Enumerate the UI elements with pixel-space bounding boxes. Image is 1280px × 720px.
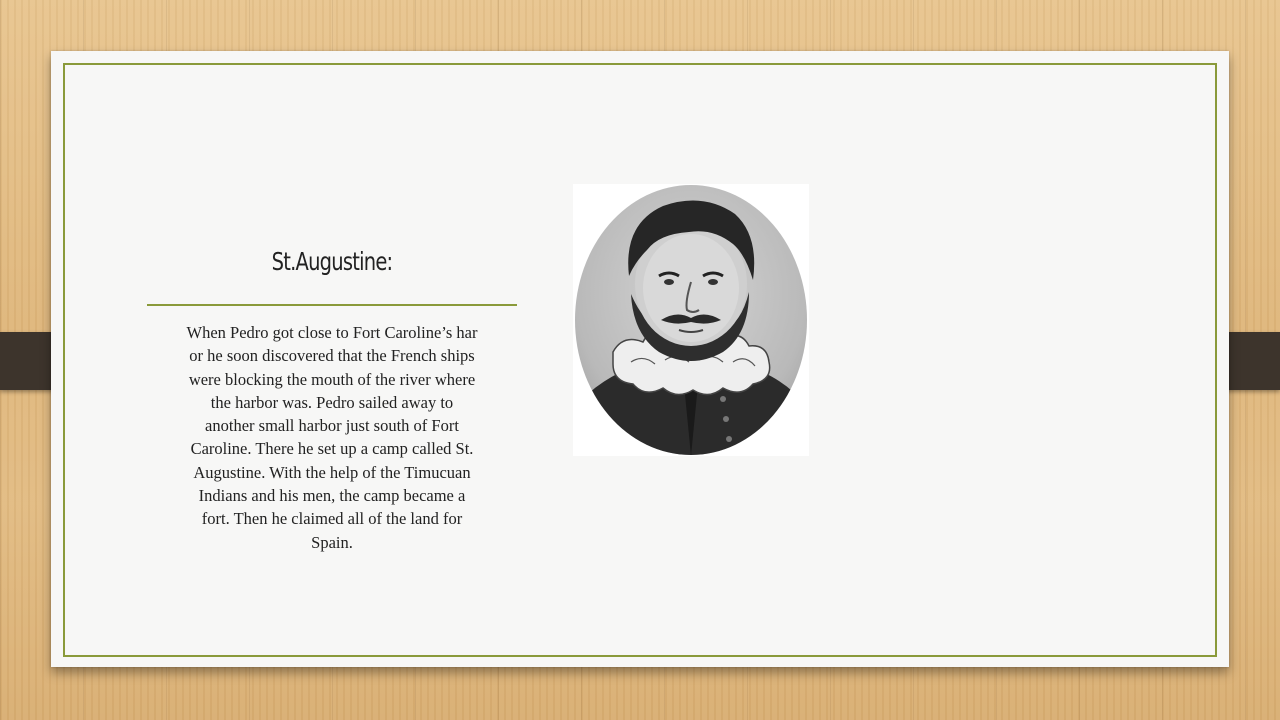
slide-title: St.Augustine: [271,247,393,276]
portrait-engraving [573,184,809,456]
title-divider [147,304,517,306]
slide [51,51,1229,667]
portrait-image [573,184,809,456]
slide-body-text: When Pedro got close to Fort Caroline’s har or he soon discovered that the French ships were blocking the mouth of the river where the harbor was. Pedro sailed away to another small harbor just south of Fort Caroline. There he set up a camp called St. Augustine. With the help of the Timucuan Indians and his men, the camp became a fort. Then he claimed all of the land for Spain. [186,323,478,552]
